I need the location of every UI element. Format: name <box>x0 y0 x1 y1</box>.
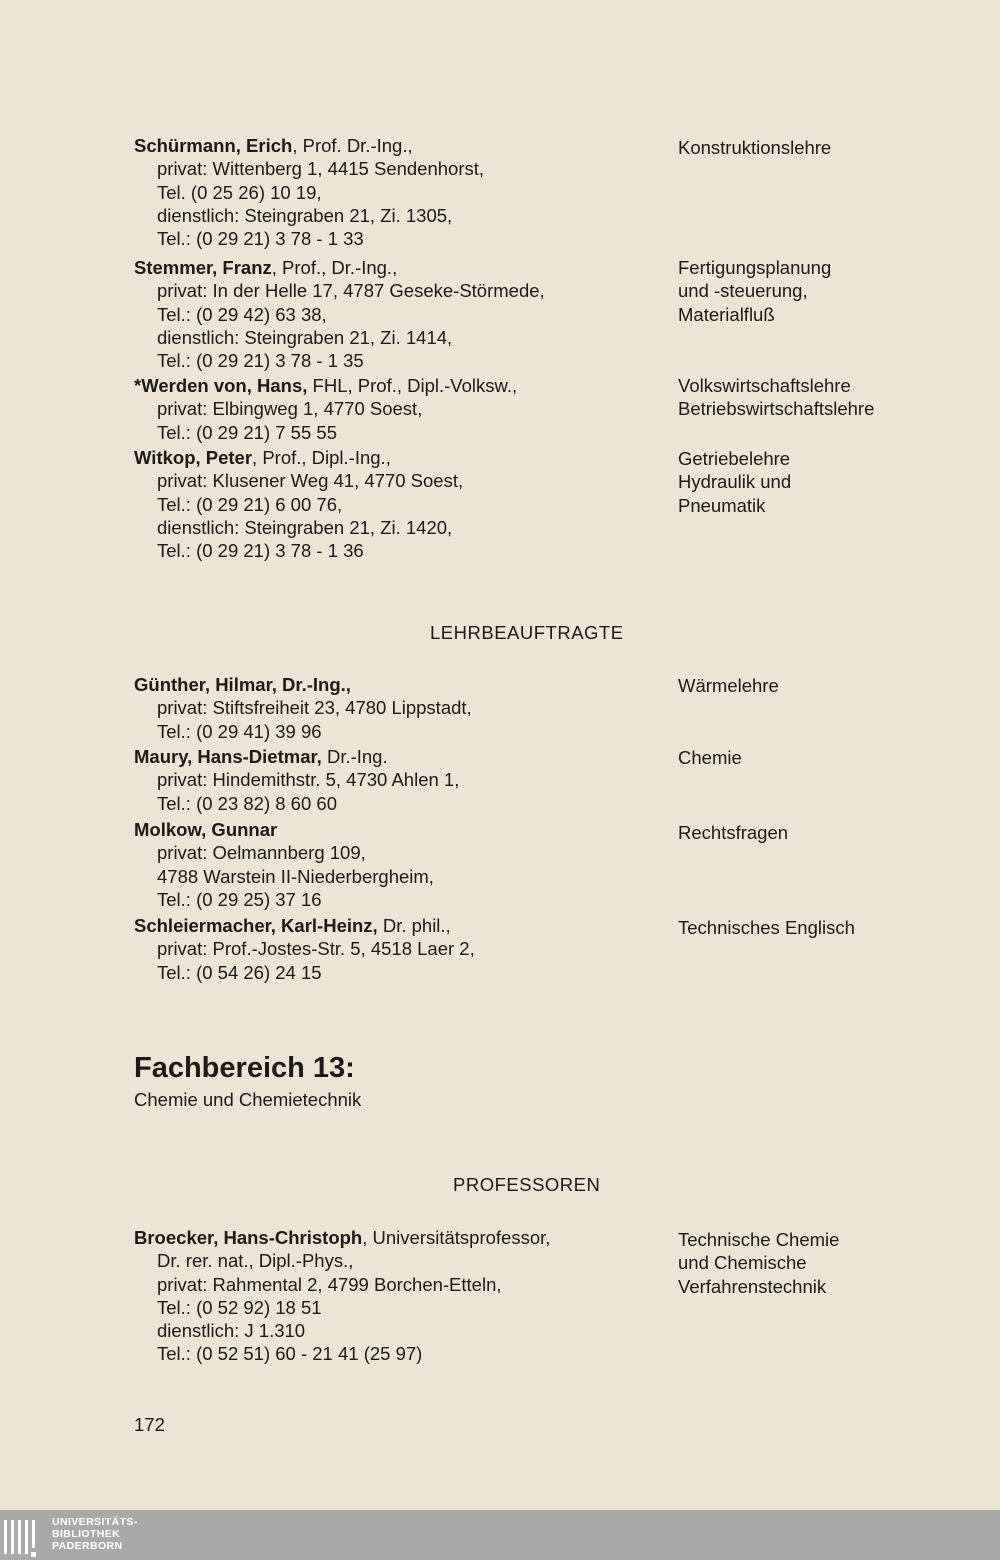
entry-maury <box>134 745 654 815</box>
person-title: Dr. phil., <box>377 915 451 936</box>
address-line: privat: In der Helle 17, 4787 Geseke-Störmede, <box>157 280 545 302</box>
subject-line: und Chemische <box>678 1252 807 1274</box>
address-line: Tel.: (0 52 51) 60 - 21 41 (25 97) <box>157 1343 423 1365</box>
library-name-line: BIBLIOTHEK <box>52 1528 121 1540</box>
subject-schuermann <box>678 136 978 159</box>
address-line: Tel. (0 25 26) 10 19, <box>157 181 322 203</box>
address-line: dienstlich: Steingraben 21, Zi. 1414, <box>157 326 453 348</box>
address-line: Tel.: (0 29 42) 63 38, <box>157 303 327 325</box>
library-name-line: PADERBORN <box>52 1540 123 1552</box>
address-line: Tel.: (0 29 21) 3 78 - 1 33 <box>157 228 364 250</box>
person-name: Witkop, Peter <box>134 447 253 468</box>
entry-broecker <box>134 1226 654 1366</box>
address-line: dienstlich: Steingraben 21, Zi. 1305, <box>157 204 453 226</box>
subject-line: Verfahrenstechnik <box>678 1275 827 1297</box>
address-line: privat: Oelmannberg 109, <box>157 842 366 864</box>
address-line: Tel.: (0 29 21) 3 78 - 1 35 <box>157 350 364 372</box>
address-line: privat: Klusener Weg 41, 4770 Soest, <box>157 470 464 492</box>
person-name: *Werden von, Hans, <box>134 375 308 396</box>
section-heading-professoren: PROFESSOREN <box>453 1174 601 1195</box>
address-line: Tel.: (0 29 21) 3 78 - 1 36 <box>157 540 364 562</box>
person-title: , Prof., Dipl.-Ing., <box>252 447 391 468</box>
department-title: Fachbereich 13: <box>134 1052 355 1084</box>
person-title: , Prof. Dr.-Ing., <box>292 135 413 156</box>
address-line: privat: Elbingweg 1, 4770 Soest, <box>157 398 423 420</box>
subject-witkop <box>678 447 978 517</box>
subject-line: Technische Chemie <box>678 1229 840 1250</box>
library-name <box>52 1516 138 1552</box>
subject-line: Hydraulik und <box>678 471 792 493</box>
address-line: Tel.: (0 29 41) 39 96 <box>157 720 322 742</box>
subject-line: Wärmelehre <box>678 675 779 696</box>
address-line: Tel.: (0 52 92) 18 51 <box>157 1296 322 1318</box>
department-subtitle: Chemie und Chemietechnik <box>134 1089 362 1110</box>
section-heading-lehrbeauftragte: LEHRBEAUFTRAGTE <box>430 622 624 643</box>
subject-broecker <box>678 1228 978 1298</box>
entry-guenther <box>134 673 654 743</box>
library-name-line: UNIVERSITÄTS- <box>52 1516 138 1528</box>
person-name: Günther, Hilmar, Dr.-Ing., <box>134 674 351 695</box>
address-line: Tel.: (0 29 21) 6 00 76, <box>157 493 343 515</box>
subject-line: Fertigungsplanung <box>678 257 832 278</box>
entry-witkop <box>134 446 654 562</box>
subject-maury <box>678 746 978 769</box>
library-logo-icon <box>0 1514 44 1560</box>
entry-stemmer <box>134 256 654 372</box>
entry-molkow <box>134 818 654 911</box>
entry-schleiermacher <box>134 914 654 984</box>
subject-werden <box>678 374 978 421</box>
subject-line: Betriebswirtschaftslehre <box>678 398 875 420</box>
library-footer <box>0 1510 1000 1560</box>
subject-line: und -steuerung, <box>678 280 808 302</box>
person-name: Broecker, Hans-Christoph <box>134 1227 363 1248</box>
address-line: privat: Wittenberg 1, 4415 Sendenhorst, <box>157 158 485 180</box>
person-title: FHL, Prof., Dipl.-Volksw., <box>307 375 518 396</box>
address-line: dienstlich: J 1.310 <box>157 1320 306 1342</box>
person-title: , Universitätsprofessor, <box>362 1227 551 1248</box>
address-line: dienstlich: Steingraben 21, Zi. 1420, <box>157 516 453 538</box>
subject-stemmer <box>678 256 978 326</box>
subject-line: Pneumatik <box>678 494 766 516</box>
person-name: Stemmer, Franz <box>134 257 272 278</box>
person-name: Molkow, Gunnar <box>134 819 278 840</box>
subject-molkow <box>678 821 978 844</box>
address-line: privat: Hindemithstr. 5, 4730 Ahlen 1, <box>157 769 460 791</box>
entry-werden <box>134 374 654 444</box>
address-line: Dr. rer. nat., Dipl.-Phys., <box>157 1250 354 1272</box>
subject-line: Konstruktionslehre <box>678 137 832 158</box>
subject-line: Technisches Englisch <box>678 917 855 938</box>
address-line: Tel.: (0 54 26) 24 15 <box>157 961 322 983</box>
subject-line: Getriebelehre <box>678 448 791 469</box>
address-line: privat: Rahmental 2, 4799 Borchen-Etteln, <box>157 1273 502 1295</box>
person-title: , Prof., Dr.-Ing., <box>271 257 398 278</box>
person-title: Dr.-Ing. <box>321 746 388 767</box>
entry-schuermann <box>134 134 654 250</box>
person-name: Schleiermacher, Karl-Heinz, <box>134 915 378 936</box>
person-name: Schürmann, Erich <box>134 135 293 156</box>
subject-line: Volkswirtschaftslehre <box>678 375 851 396</box>
address-line: Tel.: (0 29 21) 7 55 55 <box>157 421 337 443</box>
person-name: Maury, Hans-Dietmar, <box>134 746 322 767</box>
address-line: privat: Stiftsfreiheit 23, 4780 Lippstadt, <box>157 697 472 719</box>
subject-line: Materialfluß <box>678 303 775 325</box>
subject-schleiermacher <box>678 916 978 939</box>
address-line: 4788 Warstein II-Niederbergheim, <box>157 865 434 887</box>
subject-line: Chemie <box>678 747 742 768</box>
address-line: Tel.: (0 23 82) 8 60 60 <box>157 792 337 814</box>
subject-line: Rechtsfragen <box>678 822 789 843</box>
address-line: Tel.: (0 29 25) 37 16 <box>157 888 322 910</box>
subject-guenther <box>678 674 978 697</box>
page-number: 172 <box>134 1414 165 1435</box>
address-line: privat: Prof.-Jostes-Str. 5, 4518 Laer 2, <box>157 938 475 960</box>
